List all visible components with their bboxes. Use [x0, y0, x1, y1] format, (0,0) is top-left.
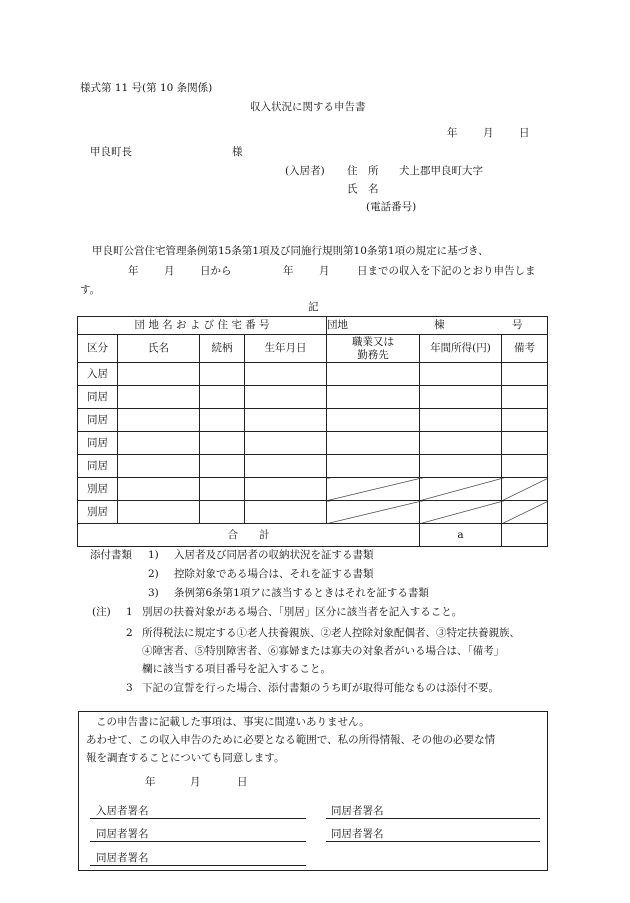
cell-income[interactable] — [420, 386, 502, 409]
attachment-text-3: 条例第6条第1項アに該当するときはそれを証する書類 — [174, 587, 429, 599]
housing-label: 団 地 名 お よ び 住 宅 番 号 — [78, 317, 327, 335]
document-title: 収入状況に関する申告書 — [250, 101, 366, 113]
table-row — [78, 363, 548, 386]
cell-remarks[interactable] — [502, 455, 548, 478]
cell-remarks[interactable] — [502, 386, 548, 409]
note-2-line-2: ④障害者、⑤特別障害者、⑥寡婦または寡夫の対象者がいる場合は、「備考」 — [142, 645, 505, 657]
total-row — [78, 524, 548, 547]
attachment-num-2: 2) — [148, 568, 159, 580]
intro-to-tail: 日までの収入を下記のとおり申告しま — [357, 265, 536, 277]
table-row — [78, 386, 548, 409]
signature-cohabitant-label-3: 同居者署名 — [331, 828, 384, 840]
date-day-label: 日 — [519, 127, 530, 139]
housing-fields[interactable] — [327, 317, 548, 335]
attachment-text-1: 入居者及び同居者の収納状況を証する書類 — [174, 549, 374, 561]
notes-label: (注) — [92, 606, 111, 618]
row-category: 入居 — [78, 363, 118, 386]
cell-name[interactable] — [118, 386, 200, 409]
table-row — [78, 478, 548, 501]
cell-occupation[interactable] — [327, 386, 420, 409]
header-birthdate: 生年月日 — [245, 335, 327, 363]
declaration-date-year: 年 — [145, 776, 156, 788]
attachment-text-2: 控除対象である場合は、それを証する書類 — [174, 568, 374, 580]
intro-from-day: 日から — [200, 265, 232, 277]
cell-birthdate[interactable] — [245, 363, 327, 386]
cell-relation[interactable] — [200, 363, 245, 386]
total-label: 合 計 — [78, 524, 420, 547]
signature-cohabitant-line-3[interactable] — [326, 841, 540, 842]
attachments-label: 添付書類 — [90, 549, 132, 561]
cell-income-crossed — [420, 478, 502, 501]
ki-heading: 記 — [308, 301, 319, 313]
declaration-date-month: 月 — [190, 776, 201, 788]
total-remarks[interactable] — [502, 524, 548, 547]
signature-cohabitant-label-1: 同居者署名 — [331, 805, 384, 817]
cell-income[interactable] — [420, 455, 502, 478]
signature-cohabitant-line-2[interactable] — [90, 841, 306, 842]
signature-cohabitant-label-4: 同居者署名 — [96, 852, 149, 864]
attachment-num-3: 3) — [148, 587, 159, 599]
signature-resident-line[interactable] — [90, 818, 306, 819]
row-category: 同居 — [78, 409, 118, 432]
intro-to-year: 年 — [283, 265, 294, 277]
mune-label: 棟 — [434, 319, 445, 331]
date-year-label: 年 — [447, 127, 458, 139]
note-3-line-1: 下記の宣誓を行った場合、添付書類のうち町が取得可能なものは添付不要。 — [142, 682, 499, 694]
name-label: 氏 名 — [347, 183, 379, 195]
row-category: 同居 — [78, 432, 118, 455]
income-table — [77, 316, 548, 547]
signature-cohabitant-line-4[interactable] — [90, 865, 306, 866]
go-label: 号 — [512, 319, 523, 331]
row-category: 別居 — [78, 501, 118, 524]
cell-remarks-crossed — [502, 478, 548, 501]
cell-income[interactable] — [420, 363, 502, 386]
cell-birthdate[interactable] — [245, 501, 327, 524]
cell-occupation[interactable] — [327, 455, 420, 478]
cell-relation[interactable] — [200, 386, 245, 409]
header-relation: 続柄 — [200, 335, 245, 363]
cell-remarks-crossed — [502, 501, 548, 524]
form-number: 様式第 11 号(第 10 条関係) — [80, 82, 213, 94]
intro-from-month: 月 — [164, 265, 175, 277]
cell-remarks[interactable] — [502, 409, 548, 432]
cell-income[interactable] — [420, 409, 502, 432]
cell-name[interactable] — [118, 409, 200, 432]
header-name: 氏名 — [118, 335, 200, 363]
cell-occupation-crossed — [327, 501, 420, 524]
intro-line-3: す。 — [80, 284, 101, 296]
cell-relation[interactable] — [200, 455, 245, 478]
cell-name[interactable] — [118, 432, 200, 455]
signature-cohabitant-label-2: 同居者署名 — [96, 828, 149, 840]
attachment-num-1: 1) — [148, 549, 159, 561]
header-income: 年間所得(円) — [420, 335, 502, 363]
cell-occupation[interactable] — [327, 432, 420, 455]
address-value: 犬上郡甲良町大字 — [399, 165, 483, 177]
cell-relation[interactable] — [200, 501, 245, 524]
cell-name[interactable] — [118, 478, 200, 501]
cell-occupation[interactable] — [327, 363, 420, 386]
table-row — [78, 432, 548, 455]
addressee-honorific: 様 — [232, 146, 243, 158]
note-num-3: 3 — [126, 682, 133, 694]
cell-occupation[interactable] — [327, 409, 420, 432]
cell-relation[interactable] — [200, 478, 245, 501]
header-remarks: 備考 — [502, 335, 548, 363]
cell-birthdate[interactable] — [245, 432, 327, 455]
signature-resident-label: 入居者署名 — [96, 805, 149, 817]
note-num-2: 2 — [126, 627, 133, 639]
header-occupation: 職業又は 勤務先 — [327, 335, 420, 363]
cell-name[interactable] — [118, 455, 200, 478]
row-category: 別居 — [78, 478, 118, 501]
cell-name[interactable] — [118, 501, 200, 524]
note-2-line-3: 欄に該当する項目番号を記入すること。 — [142, 663, 331, 675]
housing-row — [78, 317, 548, 335]
intro-from-year: 年 — [128, 265, 139, 277]
row-category: 同居 — [78, 455, 118, 478]
table-row — [78, 501, 548, 524]
declaration-line-2: あわせて、この収入申告のために必要となる範囲で、私の所得情報、その他の必要な情 — [86, 734, 496, 746]
declaration-line-3: 報を調査することについても同意します。 — [86, 752, 285, 764]
header-row — [78, 335, 548, 363]
addressee-name: 甲良町長 — [90, 146, 132, 158]
cell-birthdate[interactable] — [245, 386, 327, 409]
applicant-role: (入居者) — [285, 165, 325, 177]
note-1-line-1: 別居の扶養対象がある場合、「別居」区分に該当者を記入すること。 — [142, 606, 463, 618]
cell-birthdate[interactable] — [245, 478, 327, 501]
cell-remarks[interactable] — [502, 363, 548, 386]
note-num-1: 1 — [126, 606, 133, 618]
declaration-line-1: この申告書に記載した事項は、事実に間違いありません。 — [96, 716, 370, 728]
address-label: 住 所 — [347, 165, 379, 177]
note-2-line-1: 所得税法に規定する①老人扶養親族、②老人控除対象配偶者、③特定扶養親族、 — [142, 627, 520, 639]
phone-label: (電話番号) — [366, 201, 417, 213]
date-month-label: 月 — [483, 127, 494, 139]
header-kubun: 区分 — [78, 335, 118, 363]
cell-name[interactable] — [118, 363, 200, 386]
cell-occupation-crossed — [327, 478, 420, 501]
cell-relation[interactable] — [200, 409, 245, 432]
cell-birthdate[interactable] — [245, 455, 327, 478]
table-row — [78, 455, 548, 478]
intro-line-1: 甲良町公営住宅管理条例第15条第1項及び同施行規則第10条第1項の規定に基づき、 — [92, 245, 489, 257]
declaration-date-day: 日 — [237, 776, 248, 788]
signature-cohabitant-line-1[interactable] — [326, 818, 540, 819]
cell-income[interactable] — [420, 432, 502, 455]
intro-to-month: 月 — [319, 265, 330, 277]
row-category: 同居 — [78, 386, 118, 409]
cell-income-crossed — [420, 501, 502, 524]
table-row — [78, 409, 548, 432]
cell-birthdate[interactable] — [245, 409, 327, 432]
cell-remarks[interactable] — [502, 432, 548, 455]
cell-relation[interactable] — [200, 432, 245, 455]
danchi-label: 団地 — [327, 319, 349, 331]
total-value[interactable]: a — [420, 524, 502, 547]
